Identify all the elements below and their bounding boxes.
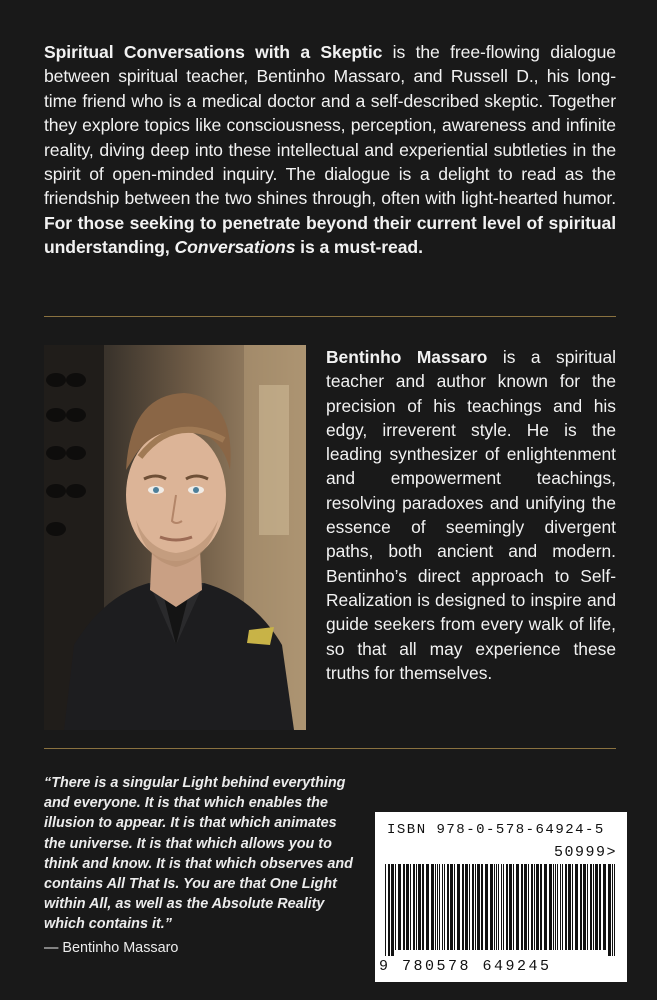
barcode-bar — [521, 864, 523, 950]
barcode-bar — [469, 864, 470, 950]
barcode-bar — [516, 864, 519, 950]
author-portrait-illustration — [44, 345, 306, 730]
barcode-bar — [418, 864, 421, 950]
isbn-barcode — [375, 812, 627, 982]
barcode-bar — [614, 864, 615, 956]
author-name: Bentinho Massaro — [326, 347, 488, 367]
barcode-bar — [553, 864, 554, 950]
barcode-bar — [475, 864, 476, 950]
barcode-bar — [544, 864, 547, 950]
barcode-bar — [603, 864, 606, 950]
barcode-bar — [549, 864, 552, 950]
barcode-bar — [410, 864, 411, 950]
barcode-bar — [560, 864, 561, 950]
barcode-bar — [540, 864, 542, 950]
barcode-bar — [494, 864, 495, 950]
blurb-closing-italic: Conversations — [174, 237, 296, 258]
barcode-bar — [490, 864, 493, 950]
barcode-bar — [442, 864, 443, 950]
author-bio-text: is a spiritual teacher and author known for the precision of his teachings and his edgy, irreverent style. He is the leading synthesizer of enlightenment and empowerment teachings, resolving paradoxes and unifying the essence of seemingly divergent paths, both ancient and modern. Bentinho’s direct approach to Self-Realization is designed to inspire and guide seekers from every walk of life, so that all may experience these truths for themselves. — [326, 347, 616, 683]
author-bio — [326, 345, 616, 685]
barcode-bar — [426, 864, 429, 950]
divider-top — [44, 316, 616, 317]
barcode-bar — [593, 864, 594, 950]
barcode-bar — [413, 864, 415, 950]
barcode-bar — [595, 864, 598, 950]
barcode-bar — [599, 864, 601, 950]
barcode-bars — [385, 864, 617, 956]
barcode-bar — [513, 864, 514, 950]
author-quote — [44, 773, 354, 958]
blurb-closing: For those seeking to penetrate beyond their current level of spiritual understanding, Conversations is a must-read. — [44, 212, 616, 258]
barcode-bar — [608, 864, 611, 956]
barcode-bar — [565, 864, 567, 950]
barcode-bar — [388, 864, 390, 956]
barcode-bar — [501, 864, 502, 950]
quote-attribution: — Bentinho Massaro — [44, 939, 179, 956]
barcode-bar — [477, 864, 480, 950]
barcode-bar — [444, 864, 445, 950]
barcode-bar — [531, 864, 533, 950]
barcode-bar — [439, 864, 440, 950]
barcode-bar — [398, 864, 401, 950]
barcode-bar — [536, 864, 539, 950]
barcode-bar — [406, 864, 409, 950]
barcode-bar — [587, 864, 588, 950]
barcode-bar — [395, 864, 396, 950]
barcode-bar — [524, 864, 527, 950]
blurb-body: is the free-flowing dialogue between spiritual teacher, Bentinho Massaro, and Russell D., his long-time friend who is a medical doctor and a self-described skeptic. Together they explore topics like consciousness, perception, awareness and infinite reality, diving deep into these intellectual and experiential subtleties in the spirit of open-minded inquiry. The dialogue is a delight to read as the friendship between the two shines through, often with light-hearted humor. — [44, 42, 616, 209]
barcode-bar — [435, 864, 436, 950]
divider-bottom — [44, 748, 616, 749]
barcode-bar — [555, 864, 556, 950]
barcode-bar — [503, 864, 504, 950]
barcode-bar — [481, 864, 483, 950]
barcode-bar — [454, 864, 455, 950]
barcode-bar — [462, 864, 464, 950]
barcode-bar — [431, 864, 434, 950]
barcode-bar — [575, 864, 578, 950]
barcode-digits: 9 780578 649245 — [379, 958, 552, 975]
barcode-bar — [422, 864, 424, 950]
barcode-bar — [450, 864, 453, 950]
author-photo — [44, 345, 306, 730]
barcode-bar — [583, 864, 586, 950]
barcode-bar — [590, 864, 592, 950]
barcode-bar — [509, 864, 512, 950]
isbn-label: ISBN 978-0-578-64924-5 — [387, 822, 605, 838]
barcode-bar — [568, 864, 571, 950]
barcode-bar — [562, 864, 563, 950]
barcode-bar — [572, 864, 573, 950]
barcode-bar — [385, 864, 386, 956]
price-code: 50999> — [553, 844, 617, 861]
barcode-bar — [465, 864, 468, 950]
quote-text: “There is a singular Light behind everything and everyone. It is that which enables the illusion to appear. It is that which animates the universe. It is that which allows you to think and know. It is that which observes and contains All That Is. You are that One Light within All, as well as the Absolute Reality which contains it.” — [44, 775, 353, 933]
barcode-bar — [447, 864, 449, 950]
barcode-bar — [416, 864, 417, 950]
barcode-bar — [528, 864, 529, 950]
barcode-bar — [457, 864, 460, 950]
barcode-bar — [557, 864, 558, 950]
barcode-bar — [437, 864, 438, 950]
barcode-bar — [534, 864, 535, 950]
barcode-bar — [498, 864, 499, 950]
book-title: Spiritual Conversations with a Skeptic — [44, 42, 383, 62]
barcode-bar — [472, 864, 474, 950]
barcode-bar — [485, 864, 488, 950]
barcode-bar — [391, 864, 394, 956]
barcode-bar — [403, 864, 405, 950]
barcode-bar — [506, 864, 508, 950]
barcode-bar — [496, 864, 497, 950]
barcode-bar — [580, 864, 582, 950]
book-blurb — [44, 40, 616, 260]
barcode-bar — [612, 864, 613, 956]
